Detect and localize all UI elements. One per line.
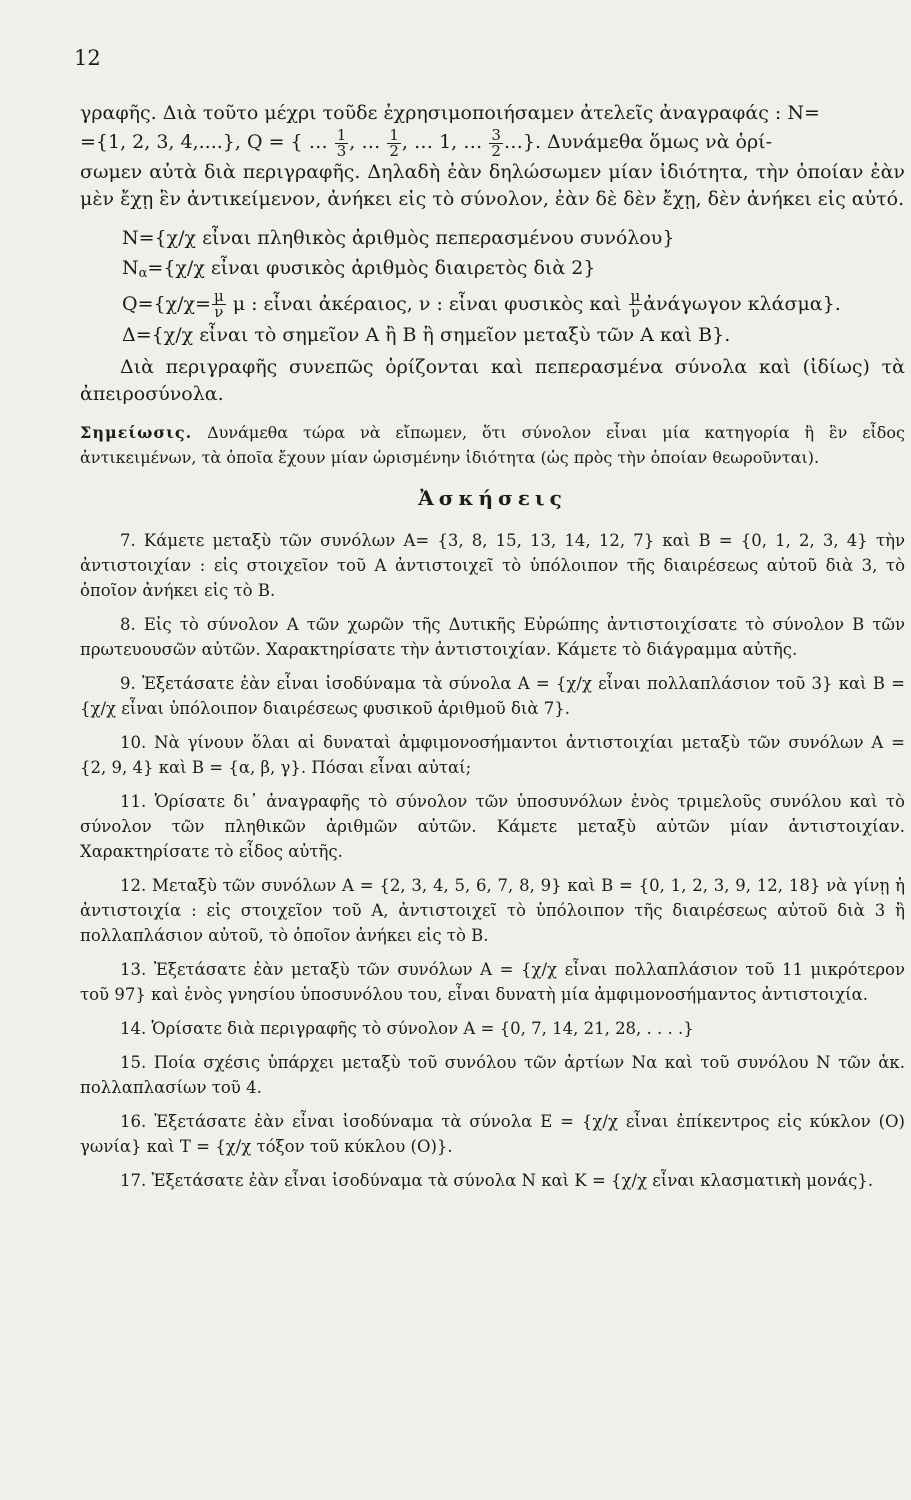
definition-na-symbol: N: [122, 256, 139, 279]
exercise-item: [80, 957, 905, 1007]
exercise-text: Ποία σχέσις ὑπάρχει μεταξὺ τοῦ συνόλου τῶν ἀρτίων Nα καὶ τοῦ συνόλου N τῶν ἀκ. πολλαπλασίων τοῦ 4.: [80, 1053, 905, 1097]
fraction-numerator: 1: [336, 125, 347, 144]
definition-delta: Δ={χ/χ εἶναι τὸ σημεῖον Α ἢ Β ἢ σημεῖον μεταξὺ τῶν Α καὶ Β}.: [122, 324, 731, 346]
intro-paragraph-rest: σωμεν αὐτὰ διὰ περιγραφῆς. Δηλαδὴ ἐὰν δηλώσωμεν μίαν ἰδιότητα, τὴν ὁποίαν ἐὰν μὲν ἔχῃ ἓν ἀντικείμενον, ἀνήκει εἰς τὸ σύνολον, ἐὰν δὲ δὲν ἔχῃ, δὲν ἀνήκει εἰς αὐτό.: [80, 160, 905, 210]
set-q-part-a: …: [308, 131, 328, 153]
exercise-number: 13.: [120, 960, 147, 979]
exercise-text: Κάμετε μεταξὺ τῶν συνόλων Α= {3, 8, 15, 13, 14, 12, 7} καὶ Β = {0, 1, 2, 3, 4} τὴν ἀντιστοιχίαν : εἰς στοιχεῖον τοῦ Α ἀντιστοιχεῖ τὸ ὑπόλοιπον τῆς διαιρέσεως αὐτοῦ διὰ 3, τὸ ὁποῖον ἀνήκει εἰς τὸ Β.: [80, 531, 906, 600]
exercise-item: [80, 873, 905, 948]
exercise-text: Ὁρίσατε διὰ περιγραφῆς τὸ σύνολον Α = {0, 7, 14, 21, 28, . . . .}: [151, 1019, 694, 1038]
fraction-one-third: [335, 125, 349, 160]
exercise-text: Μεταξὺ τῶν συνόλων Α = {2, 3, 4, 5, 6, 7, 8, 9} καὶ Β = {0, 1, 2, 3, 9, 12, 18} νὰ γίνῃ ἡ ἀντιστοιχία : εἰς στοιχεῖον τοῦ Α, ἀντιστοιχεῖ τὸ ὑπόλοιπον τῆς διαιρέσεως αὐτοῦ διὰ 3 ἢ πολλαπλάσιον αὐτοῦ, τὸ ὁποῖον ἀνήκει εἰς τὸ Β.: [80, 876, 905, 945]
set-q-part-b: , …: [349, 131, 381, 153]
page-content: [80, 100, 905, 1202]
fraction-denominator: 2: [491, 141, 501, 160]
fraction-numerator: μ: [630, 287, 641, 305]
intro-sets-line: [80, 127, 905, 159]
fraction-denominator: 3: [336, 141, 347, 160]
exercise-item: [80, 1168, 905, 1193]
set-n-listing: ={1, 2, 3, 4,....}, Q = {: [80, 131, 303, 153]
fraction-numerator: 1: [389, 125, 399, 144]
closing-paragraph: Διὰ περιγραφῆς συνεπῶς ὁρίζονται καὶ πεπερασμένα σύνολα καὶ (ἰδίως) τὰ ἀπειροσύνολα.: [80, 356, 905, 405]
fraction-denominator: ν: [214, 303, 224, 321]
exercise-item: [80, 789, 905, 864]
exercise-number: 15.: [120, 1053, 147, 1072]
page-number: 12: [74, 46, 101, 70]
definition-na-subscript: α: [138, 265, 148, 281]
exercise-item: [80, 612, 905, 662]
exercise-item: [80, 1109, 905, 1159]
exercise-text: Ἐξετάσατε ἐὰν μεταξὺ τῶν συνόλων Α = {χ/χ εἶναι πολλαπλάσιον τοῦ 11 μικρότερον τοῦ 97} καὶ ἑνὸς γνησίου ὑποσυνόλου του, εἶναι δυνατὴ μία ἀμφιμονοσήμαντος ἀντιστοιχία.: [80, 960, 905, 1004]
exercise-number: 7.: [120, 531, 136, 550]
exercise-number: 14.: [120, 1019, 147, 1038]
set-q-part-c: , … 1, …: [401, 131, 483, 153]
definition-q-middle: μ : εἶναι ἀκέραιος, ν : εἶναι φυσικὸς καὶ: [226, 292, 628, 315]
definition-n-alpha: [122, 253, 905, 289]
note-text: Δυνάμεθα τώρα νὰ εἴπωμεν, ὅτι σύνολον εἶναι μία κατηγορία ἢ ἓν εἶδος ἀντικειμένων, τὰ ὁποῖα ἔχουν μίαν ὡρισμένην ἰδιότητα (ὡς πρὸς τὴν ὁποίαν θεωροῦνται).: [80, 423, 905, 467]
definition-q-lead: Q={χ/χ=: [122, 292, 211, 315]
exercise-text: Ὁρίσατε δι᾽ ἀναγραφῆς τὸ σύνολον τῶν ὑποσυνόλων ἑνὸς τριμελοῦς συνόλου καὶ τὸ σύνολον τῶν πληθικῶν ἀριθμῶν αὐτῶν. Κάμετε μεταξὺ αὐτῶν μίαν ἀντιστοιχίαν. Χαρακτηρίσατε τὸ εἶδος αὐτῆς.: [80, 792, 905, 861]
set-q-part-d: …}. Δυνάμεθα ὅμως νὰ ὁρί-: [503, 131, 773, 153]
exercise-text: Ἐξετάσατε ἐὰν εἶναι ἰσοδύναμα τὰ σύνολα N καὶ Κ = {χ/χ εἶναι κλασματικὴ μονάς}.: [151, 1171, 874, 1190]
exercise-number: 8.: [120, 615, 136, 634]
exercise-number: 9.: [120, 674, 136, 693]
set-definitions: [122, 223, 905, 351]
exercise-item: [80, 730, 905, 780]
exercise-number: 11.: [120, 792, 147, 811]
intro-line-1: γραφῆς. Διὰ τοῦτο μέχρι τοῦδε ἐχρησιμοποιήσαμεν ἀτελεῖς ἀναγραφάς : N=: [80, 102, 820, 124]
exercise-text: Ἐξετάσατε ἐὰν εἶναι ἰσοδύναμα τὰ σύνολα Α = {χ/χ εἶναι πολλαπλάσιον τοῦ 3} καὶ Β = {χ/χ εἶναι ὑπόλοιπον διαιρέσεως φυσικοῦ ἀριθμοῦ διὰ 7}.: [80, 674, 905, 718]
exercise-number: 16.: [120, 1112, 147, 1131]
fraction-three-halves: [489, 125, 503, 160]
fraction-denominator: 2: [389, 141, 399, 160]
exercise-number: 10.: [120, 733, 147, 752]
exercise-number: 17.: [120, 1171, 147, 1190]
exercise-text: Ἐξετάσατε ἐὰν εἶναι ἰσοδύναμα τὰ σύνολα Ε = {χ/χ εἶναι ἐπίκεντρος εἰς κύκλον (Ο) γωνία} καὶ Τ = {χ/χ τόξον τοῦ κύκλου (Ο)}.: [80, 1112, 905, 1156]
definition-na-text: ={χ/χ εἶναι φυσικὸς ἀριθμὸς διαιρετὸς διὰ 2}: [147, 256, 596, 279]
fraction-numerator: μ: [213, 287, 224, 305]
exercise-number: 12.: [120, 876, 147, 895]
fraction-mu-over-nu: [212, 289, 226, 320]
definition-q: [122, 289, 905, 321]
exercise-item: [80, 1050, 905, 1100]
definition-q-tail: ἀνάγωγον κλάσμα}.: [643, 292, 841, 315]
exercise-item: [80, 528, 905, 603]
definition-n: N={χ/χ εἶναι πληθικὸς ἀριθμὸς πεπερασμένου συνόλου}: [122, 226, 675, 249]
note-label: Σημείωσις.: [80, 423, 193, 442]
note-paragraph: [80, 420, 905, 470]
exercises-heading: Ἀσκήσεις: [418, 486, 567, 510]
exercise-text: Εἰς τὸ σύνολον Α τῶν χωρῶν τῆς Δυτικῆς Εὐρώπης ἀντιστοιχίσατε τὸ σύνολον Β τῶν πρωτευουσῶν αὐτῶν. Χαρακτηρίσατε τὴν ἀντιστοιχίαν. Κάμετε τὸ διάγραμμα αὐτῆς.: [80, 615, 906, 659]
fraction-denominator: ν: [630, 303, 640, 321]
exercise-item: [80, 671, 905, 721]
exercise-list: [80, 528, 905, 1193]
fraction-mu-over-nu-2: [629, 289, 643, 320]
exercise-item: [80, 1016, 905, 1041]
fraction-one-half: [387, 125, 401, 160]
exercise-text: Νὰ γίνουν ὅλαι αἱ δυναταὶ ἀμφιμονοσήμαντοι ἀντιστοιχίαι μεταξὺ τῶν συνόλων Α = {2, 9, 4} καὶ Β = {α, β, γ}. Πόσαι εἶναι αὐταί;: [80, 733, 905, 777]
fraction-numerator: 3: [491, 125, 501, 144]
